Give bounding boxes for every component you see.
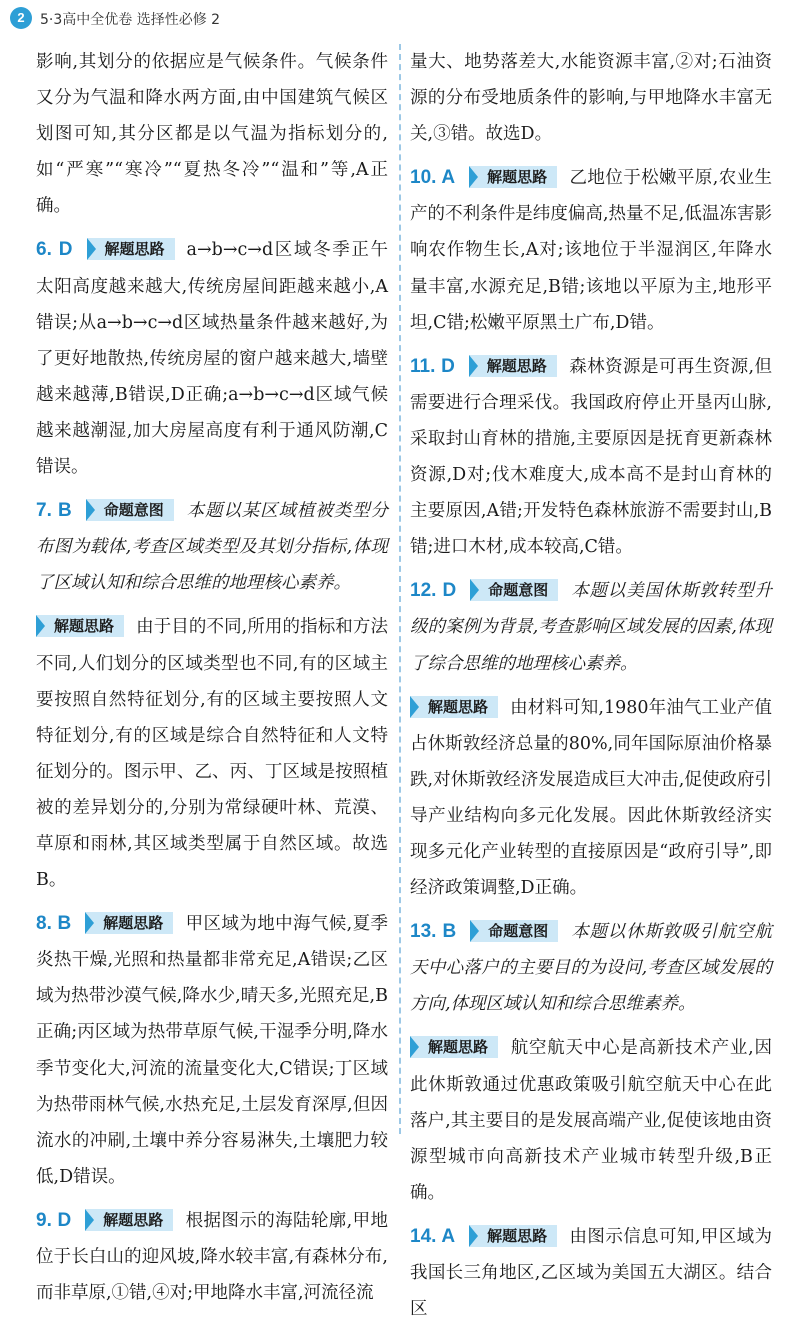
answer-10-number: 10. A bbox=[410, 167, 456, 189]
solution-tag: 解题思路 bbox=[410, 1036, 498, 1058]
answer-11 bbox=[410, 349, 772, 566]
answer-6-number: 6. D bbox=[36, 239, 73, 261]
answer-7 bbox=[36, 493, 388, 601]
solution-tag: 解题思路 bbox=[36, 615, 124, 637]
solution-tag: 解题思路 bbox=[469, 166, 557, 188]
solution-tag: 解题思路 bbox=[410, 696, 498, 718]
answer-12-solution bbox=[410, 690, 772, 907]
answer-12 bbox=[410, 573, 772, 681]
answer-7-solution bbox=[36, 609, 388, 898]
intent-tag: 命题意图 bbox=[470, 579, 558, 601]
answer-12-intent: 本题以美国休斯敦转型升级的案例为背景,考查影响区域发展的因素,体现了综合思维的地理核心素养。 bbox=[410, 581, 773, 674]
answer-11-text: 森林资源是可再生资源,但需要进行合理采伐。我国政府停止开垦丙山脉,采取封山育林的措施,主要原因是抚育更新森林资源,D对;伐木难度大,成本高不是封山育林的主要原因,A错;开发特色森林旅游不需要封山,B错;进口木材,成本较高,C错。 bbox=[410, 356, 772, 558]
answer-14-text: 由图示信息可知,甲区域为我国长三角地区,乙区域为美国五大湖区。结合区 bbox=[410, 1226, 772, 1320]
answer-9 bbox=[36, 1203, 388, 1311]
answer-6-text: a→b→c→d区域冬季正午太阳高度越来越大,传统房屋间距越来越小,A错误;从a→b→c→d区域热量条件越来越好,为了更好地散热,传统房屋的窗户越来越大,墙壁越来越薄,B错误,D正确;a→b→c→d区域气候越来越潮湿,加大房屋高度有利于通风防潮,C错误。 bbox=[36, 240, 388, 478]
answer-13 bbox=[410, 914, 772, 1022]
answer-13-number: 13. B bbox=[410, 921, 457, 943]
page-header bbox=[0, 0, 800, 36]
solution-tag: 解题思路 bbox=[469, 355, 557, 377]
answer-8-number: 8. B bbox=[36, 913, 72, 935]
intent-tag: 命题意图 bbox=[470, 920, 558, 942]
answer-12-text: 由材料可知,1980年油气工业产值占休斯敦经济总量的80%,同年国际原油价格暴跌,对休斯敦经济发展造成巨大冲击,促使政府引导产业结构向多元化发展。因此休斯敦经济实现多元化产业转型的直接原因是“政府引导”,即经济政策调整,D正确。 bbox=[410, 697, 772, 899]
answer-8-text: 甲区域为地中海气候,夏季炎热干燥,光照和热量都非常充足,A错误;乙区域为热带沙漠气候,降水少,晴天多,光照充足,B正确;丙区域为热带草原气候,干湿季分明,降水季节变化大,河流的流量变化大,C错误;丁区域为热带雨林气候,水热充足,土层发育深厚,但因流水的冲刷,土壤中养分容易淋失,土壤肥力较低,D错误。 bbox=[36, 914, 389, 1187]
right-column bbox=[410, 44, 772, 1327]
solution-tag: 解题思路 bbox=[469, 1225, 557, 1247]
answer-11-number: 11. D bbox=[410, 355, 455, 377]
answer-13-solution bbox=[410, 1030, 772, 1210]
q5-continuation: 影响,其划分的依据应是气候条件。气候条件又分为气温和降水两方面,由中国建筑气候区划图可知,其分区都是以气温为指标划分的,如“严寒”“寒冷”“夏热冬冷”“温和”等,A正确。 bbox=[36, 52, 388, 217]
answer-9-text: 根据图示的海陆轮廓,甲地位于长白山的迎风坡,降水较丰富,有森林分布,而非草原,①错,④对;甲地降水丰富,河流径流 bbox=[36, 1210, 389, 1304]
intent-tag: 命题意图 bbox=[86, 499, 174, 521]
left-column bbox=[36, 44, 388, 1311]
answer-9-number: 9. D bbox=[36, 1209, 72, 1231]
q9-continuation: 量大、地势落差大,水能资源丰富,②对;石油资源的分布受地质条件的影响,与甲地降水丰富无关,③错。故选D。 bbox=[410, 52, 772, 145]
answer-14 bbox=[410, 1219, 772, 1327]
answer-6 bbox=[36, 232, 388, 485]
answer-7-intent: 本题以某区域植被类型分布图为载体,考查区域类型及其划分指标,体现了区域认知和综合思维的地理核心素养。 bbox=[36, 501, 388, 594]
answer-13-intent: 本题以休斯敦吸引航空航天中心落户的主要目的为设问,考查区域发展的方向,体现区域认知和综合思维素养。 bbox=[410, 922, 773, 1015]
book-title: 5·3高中全优卷 选择性必修 2 bbox=[40, 12, 221, 28]
solution-tag: 解题思路 bbox=[87, 238, 175, 260]
solution-tag: 解题思路 bbox=[85, 1209, 173, 1231]
answer-13-text: 航空航天中心是高新技术产业,因此休斯敦通过优惠政策吸引航空航天中心在此落户,其主要目的是发展高端产业,促使该地由资源型城市向高新技术产业城市转型升级,B正确。 bbox=[410, 1038, 772, 1203]
answer-12-number: 12. D bbox=[410, 580, 457, 602]
page-number: 2 bbox=[10, 7, 32, 29]
answer-8 bbox=[36, 906, 388, 1195]
answer-10 bbox=[410, 160, 772, 340]
answer-10-text: 乙地位于松嫩平原,农业生产的不利条件是纬度偏高,热量不足,低温冻害影响农作物生长,A对;该地位于半湿润区,年降水量丰富,水源充足,B错;该地以平原为主,地形平坦,C错;松嫩平原黑土广布,D错。 bbox=[410, 168, 772, 333]
column-divider bbox=[399, 44, 401, 1134]
answer-7-number: 7. B bbox=[36, 500, 72, 522]
answer-14-number: 14. A bbox=[410, 1225, 456, 1247]
answer-7-text: 由于目的不同,所用的指标和方法不同,人们划分的区域类型也不同,有的区域主要按照自然特征划分,有的区域主要按照人文特征划分,有的区域是综合自然特征和人文特征划分的。图示甲、乙、丙、丁区域是按照植被的差异划分的,分别为常绿硬叶林、荒漠、草原和雨林,其区域类型属于自然区域。故选B。 bbox=[36, 617, 388, 891]
solution-tag: 解题思路 bbox=[85, 912, 173, 934]
